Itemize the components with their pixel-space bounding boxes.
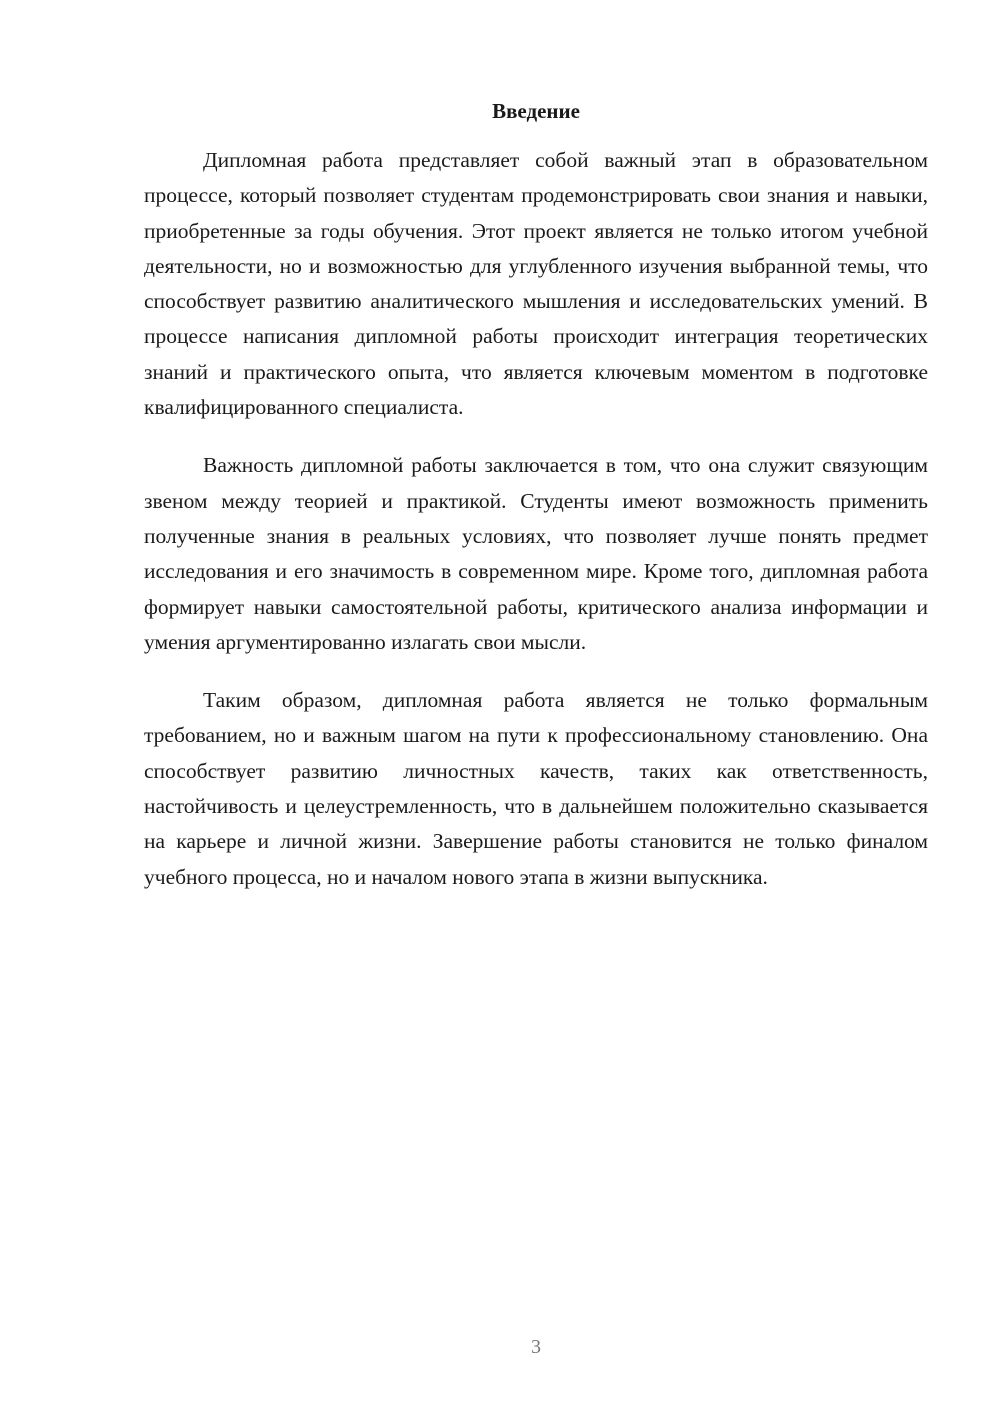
section-heading: Введение (492, 99, 580, 123)
paragraph-1: Дипломная работа представляет собой важный этап в образовательном процессе, который позволяет студентам продемонстрировать свои знания и навыки, приобретенные за годы обучения. Этот проект является не только итогом учебной деятельности, но и возможностью для углубленного изучения выбранной темы, что способствует развитию аналитического мышления и исследовательских умений. В процессе написания дипломной работы происходит интеграция теоретических знаний и практического опыта, что является ключевым моментом в подготовке квалифицированного специалиста. (144, 148, 928, 420)
paragraph-2: Важность дипломной работы заключается в том, что она служит связующим звеном между теорией и практикой. Студенты имеют возможность применить полученные знания в реальных условиях, что позволяет лучше понять предмет исследования и его значимость в современном мире. Кроме того, дипломная работа формирует навыки самостоятельной работы, критического анализа информации и умения аргументированно излагать свои мысли. (144, 453, 928, 654)
page-number: 3 (531, 1336, 541, 1358)
body-text (144, 143, 928, 918)
paragraph-3: Таким образом, дипломная работа является не только формальным требованием, но и важным шагом на пути к профессиональному становлению. Она способствует развитию личностных качеств, таких как ответственность, настойчивость и целеустремленность, что в дальнейшем положительно сказывается на карьере и личной жизни. Завершение работы становится не только финалом учебного процесса, но и началом нового этапа в жизни выпускника. (144, 688, 928, 889)
